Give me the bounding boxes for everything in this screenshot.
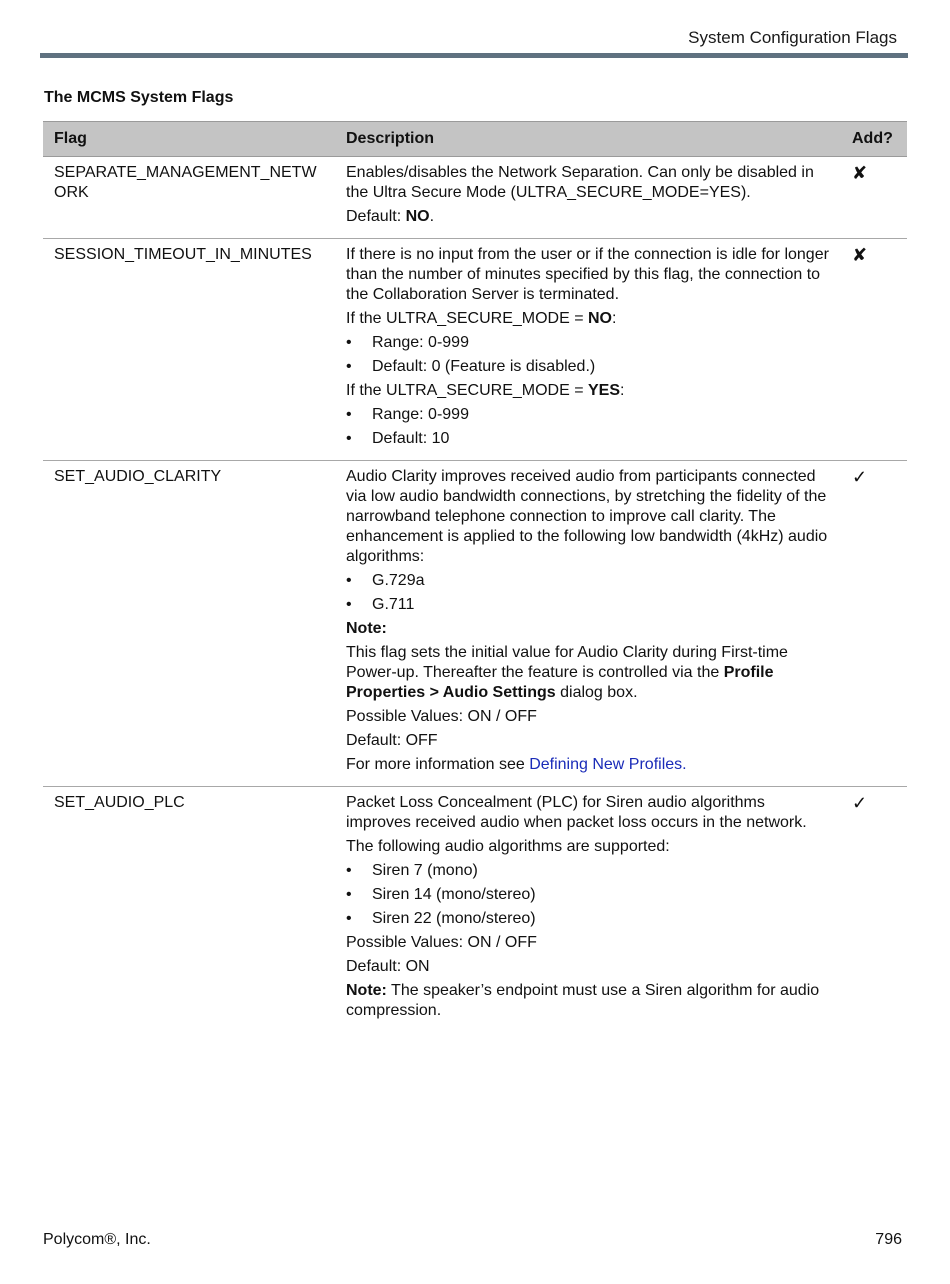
list-item: • Default: 10 — [346, 430, 450, 447]
note-label: Note: — [346, 620, 387, 637]
description-text: Audio Clarity improves received audio from participants connected via low audio bandwidth connections, by stretching the fidelity of the narrowband telephone connection to improve call clarity. The enhancement is applied to the following low bandwidth (4kHz) audio algorithms: — [346, 468, 828, 565]
list-item: • G.711 — [346, 596, 415, 613]
description-text: Packet Loss Concealment (PLC) for Siren audio algorithms improves received audio when packet loss occurs in the network. — [346, 794, 807, 831]
default-line: Default: OFF — [346, 732, 438, 749]
flags-table — [43, 121, 907, 1032]
bullet-icon: • — [346, 430, 352, 447]
header-title: System Configuration Flags — [688, 28, 897, 47]
header-rule — [40, 53, 908, 58]
possible-values: Possible Values: ON / OFF — [346, 708, 537, 725]
flag-name: SEPARATE_MANAGEMENT_NETWORK — [43, 157, 335, 239]
flag-description — [335, 461, 841, 787]
footer-company: Polycom®, Inc. — [43, 1231, 151, 1248]
column-header-flag: Flag — [43, 122, 335, 157]
list-item: • Range: 0-999 — [346, 406, 469, 423]
possible-values: Possible Values: ON / OFF — [346, 934, 537, 951]
bullet-icon: • — [346, 596, 352, 613]
list-item: • Siren 22 (mono/stereo) — [346, 910, 536, 927]
bullet-icon: • — [346, 358, 352, 375]
add-cell — [841, 157, 907, 239]
defining-new-profiles-link[interactable]: Defining New Profiles — [529, 756, 683, 773]
add-cell — [841, 787, 907, 1033]
table-header-row — [43, 122, 907, 157]
note-text: Note: The speaker’s endpoint must use a Siren algorithm for audio compression. — [346, 982, 820, 1019]
section-title: The MCMS System Flags — [44, 89, 234, 106]
add-cell — [841, 239, 907, 461]
bullet-icon: • — [346, 862, 352, 879]
checkmark-icon: ✓ — [852, 793, 868, 813]
default-line: Default: ON — [346, 958, 430, 975]
bullet-icon: • — [346, 910, 352, 927]
flag-description — [335, 239, 841, 461]
cross-icon: ✘ — [852, 245, 868, 265]
add-cell — [841, 461, 907, 787]
checkmark-icon: ✓ — [852, 467, 868, 487]
description-text: If there is no input from the user or if the connection is idle for longer than the number of minutes specified by this flag, the connection to the Collaboration Server is terminated. — [346, 246, 829, 303]
bullet-icon: • — [346, 886, 352, 903]
flag-description — [335, 787, 841, 1033]
table-row — [43, 157, 907, 239]
description-text: Enables/disables the Network Separation. Can only be disabled in the Ultra Secure Mode (ULTRA_SECURE_MODE=YES). — [346, 164, 814, 201]
table-row — [43, 239, 907, 461]
list-item: • Range: 0-999 — [346, 334, 469, 351]
table-row — [43, 461, 907, 787]
cross-icon: ✘ — [852, 163, 868, 183]
bullet-icon: • — [346, 572, 352, 589]
list-item: • G.729a — [346, 572, 425, 589]
list-item: • Siren 7 (mono) — [346, 862, 478, 879]
column-header-add: Add? — [841, 122, 907, 157]
list-item: • Default: 0 (Feature is disabled.) — [346, 358, 596, 375]
list-item: • Siren 14 (mono/stereo) — [346, 886, 536, 903]
condition-line: If the ULTRA_SECURE_MODE = YES: — [346, 382, 625, 399]
default-line: Default: NO. — [346, 208, 435, 225]
description-text: The following audio algorithms are supported: — [346, 838, 670, 855]
flag-name: SET_AUDIO_CLARITY — [43, 461, 335, 787]
column-header-description: Description — [335, 122, 841, 157]
flag-name: SESSION_TIMEOUT_IN_MINUTES — [43, 239, 335, 461]
page-number: 796 — [875, 1231, 902, 1248]
bullet-icon: • — [346, 406, 352, 423]
bullet-icon: • — [346, 334, 352, 351]
condition-line: If the ULTRA_SECURE_MODE = NO: — [346, 310, 617, 327]
note-text: This flag sets the initial value for Audio Clarity during First-time Power-up. Thereafter the feature is controlled via the Profile Properties > Audio Settings dialog box. — [346, 644, 788, 701]
default-value: NO — [405, 208, 430, 225]
more-info-line: For more information see Defining New Profiles. — [346, 756, 687, 773]
table-row — [43, 787, 907, 1033]
flag-description — [335, 157, 841, 239]
flag-name: SET_AUDIO_PLC — [54, 794, 185, 811]
